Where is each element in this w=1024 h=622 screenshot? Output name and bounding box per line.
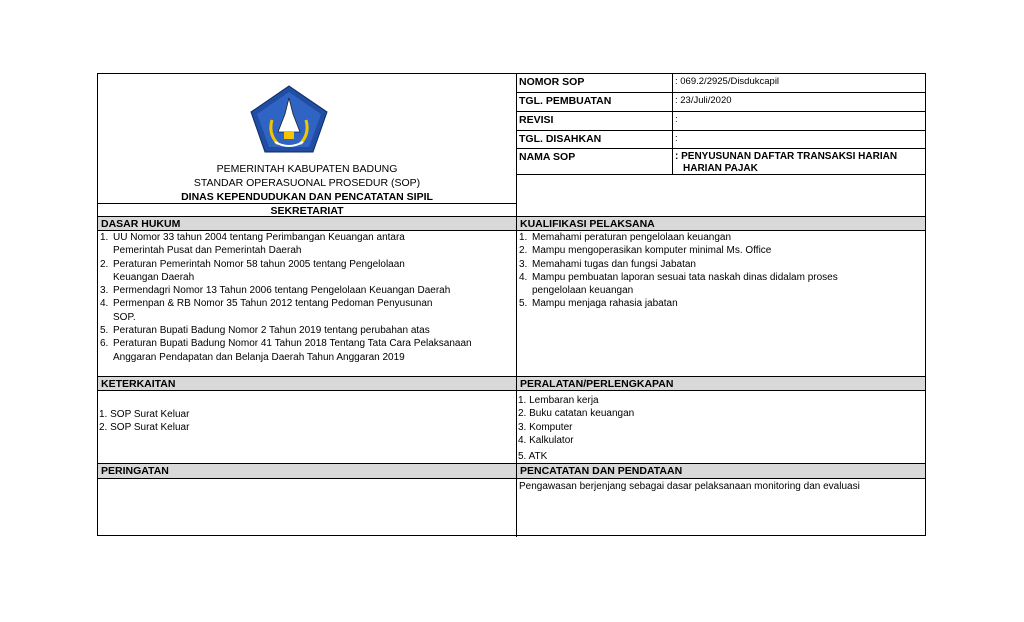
- tgl-disahkan-value: :: [675, 133, 678, 144]
- list-item: 5. Peraturan Bupati Badung Nomor 2 Tahun 2019 tentang perubahan atas: [100, 325, 430, 337]
- pencatatan-text: Pengawasan berjenjang sebagai dasar pelaksanaan monitoring dan evaluasi: [519, 481, 860, 492]
- list-item: 2. SOP Surat Keluar: [99, 422, 190, 434]
- peringatan-header: PERINGATAN: [98, 464, 516, 478]
- revisi-value: :: [675, 114, 678, 125]
- nama-sop-label: NAMA SOP: [519, 151, 576, 163]
- pencatatan-header: PENCATATAN DAN PENDATAAN: [517, 464, 925, 478]
- list-item: 5. Mampu menjaga rahasia jabatan: [519, 298, 678, 310]
- dasar-hukum-header: DASAR HUKUM: [98, 217, 516, 230]
- tgl-disahkan-label: TGL. DISAHKAN: [519, 133, 602, 145]
- list-item: 5. ATK: [518, 451, 548, 463]
- kualifikasi-list: [517, 231, 925, 311]
- sop-table: [97, 73, 926, 536]
- peralatan-header: PERALATAN/PERLENGKAPAN: [517, 377, 925, 390]
- kualifikasi-header: KUALIFIKASI PELAKSANA: [517, 217, 925, 230]
- peralatan-list: [518, 394, 924, 463]
- keterkaitan-header: KETERKAITAN: [98, 377, 516, 390]
- list-item: 4. Kalkulator: [518, 434, 574, 446]
- list-item: 2. Mampu mengoperasikan komputer minimal Ms. Office: [519, 245, 772, 257]
- dasar-hukum-list: [98, 231, 516, 364]
- keterkaitan-list: [99, 408, 515, 435]
- sop-full-title: STANDAR OPERASUONAL PROSEDUR (SOP): [193, 177, 421, 189]
- list-item: 4. Permenpan & RB Nomor 35 Tahun 2012 tentang Pedoman Penyusunan SOP.: [100, 298, 433, 323]
- division-name: SEKRETARIAT: [270, 205, 344, 217]
- list-item: 6. Peraturan Bupati Badung Nomor 41 Tahun 2018 Tentang Tata Cara Pelaksanaan Anggaran Pendapatan dan Belanja Daerah Tahun Anggaran 2019: [100, 338, 472, 363]
- logo: [248, 84, 330, 154]
- badung-regency-emblem-icon: [248, 84, 330, 154]
- nomor-sop-label: NOMOR SOP: [519, 76, 585, 88]
- list-item: 3. Komputer: [518, 421, 573, 433]
- tgl-pembuatan-label: TGL. PEMBUATAN: [519, 95, 612, 107]
- nama-sop-value-line1: : PENYUSUNAN DAFTAR TRANSAKSI HARIAN: [675, 151, 898, 162]
- list-item: 3. Permendagri Nomor 13 Tahun 2006 tentang Pengelolaan Keuangan Daerah: [100, 285, 451, 297]
- list-item: 1. Lembaran kerja: [518, 395, 599, 406]
- list-item: 4. Mampu pembuatan laporan sesuai tata naskah dinas didalam proses pengelolaan keuangan: [519, 271, 838, 297]
- department-name: DINAS KEPENDUDUKAN DAN PENCATATAN SIPIL: [181, 191, 433, 203]
- list-item: 1. Memahami peraturan pengelolaan keuangan: [519, 232, 732, 243]
- revisi-label: REVISI: [519, 114, 554, 126]
- list-item: 2. Peraturan Pemerintah Nomor 58 tahun 2005 tentang Pengelolaan Keuangan Daerah: [100, 258, 405, 283]
- tgl-pembuatan-value: : 23/Juli/2020: [675, 95, 732, 106]
- government-name: PEMERINTAH KABUPATEN BADUNG: [216, 163, 398, 175]
- nama-sop-value-line2: HARIAN PAJAK: [683, 163, 758, 174]
- list-item: 3. Memahami tugas dan fungsi Jabatan: [519, 258, 696, 270]
- list-item: 1. SOP Surat Keluar: [99, 409, 190, 420]
- list-item: 1. UU Nomor 33 tahun 2004 tentang Perimbangan Keuangan antara Pemerintah Pusat dan Pemerintah Daerah: [100, 232, 405, 257]
- list-item: 2. Buku catatan keuangan: [518, 408, 635, 420]
- nomor-sop-value: : 069.2/2925/Disdukcapil: [675, 76, 780, 87]
